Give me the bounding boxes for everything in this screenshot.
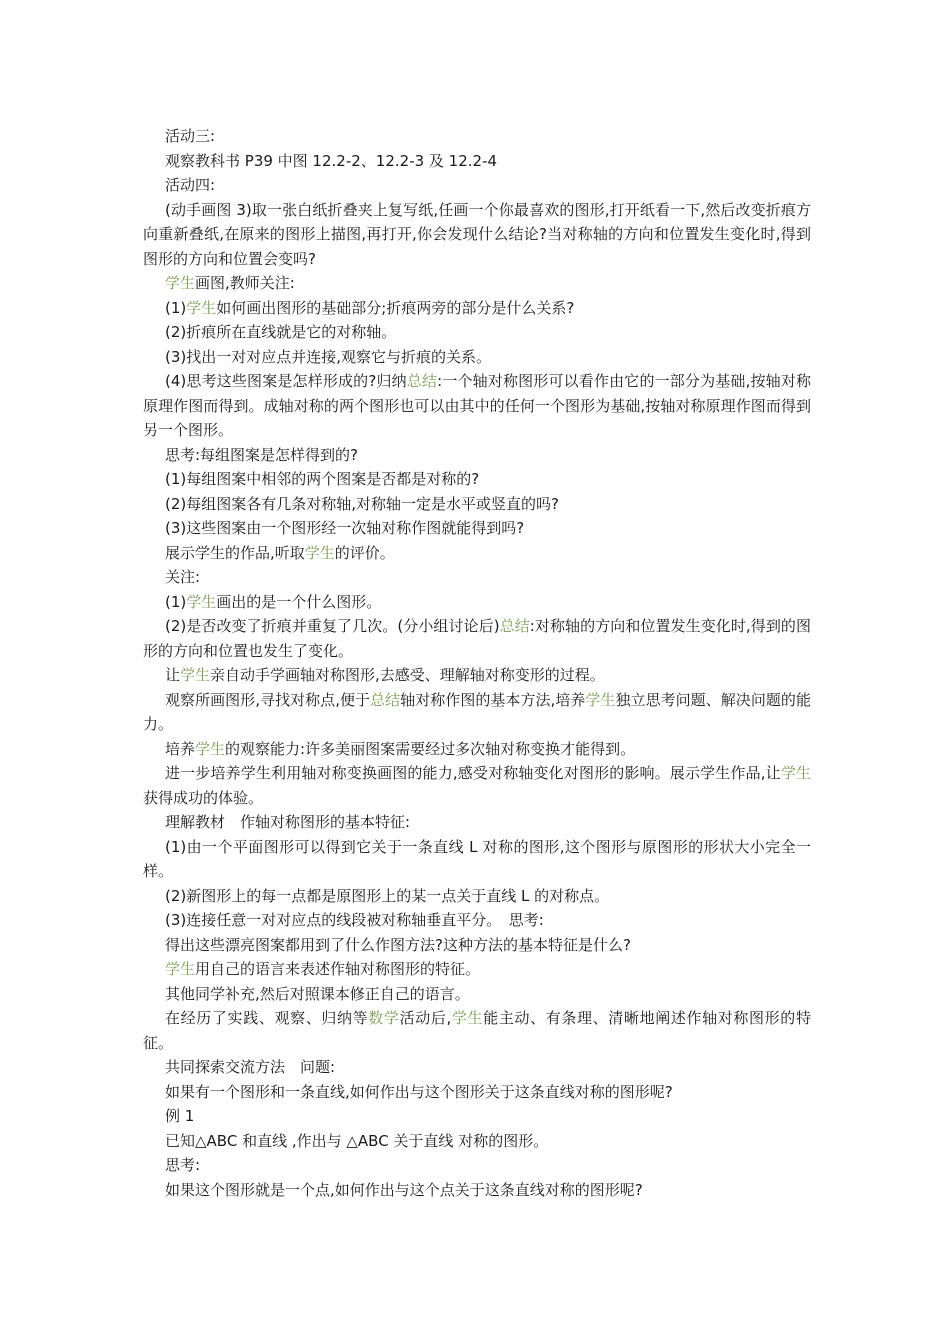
text-run: 亲自动手学画轴对称图形,去感受、理解轴对称变形的过程。 <box>210 666 605 684</box>
paragraph <box>143 149 811 174</box>
highlighted-term: 学生 <box>165 960 196 978</box>
text-run: 活动四: <box>165 176 216 194</box>
highlighted-term: 学生 <box>195 739 226 758</box>
text-run: 在经历了实践、观察、归纳等 <box>165 1009 369 1027</box>
paragraph <box>143 516 811 541</box>
text-run: 共同探索交流方法 问题: <box>165 1058 336 1076</box>
highlighted-term: 学生 <box>186 592 217 611</box>
paragraph <box>143 688 811 737</box>
text-run: (2)每组图案各有几条对称轴,对称轴一定是水平或竖直的吗? <box>165 494 559 513</box>
paragraph <box>143 663 811 688</box>
paragraph <box>143 467 811 492</box>
text-run: 已知△ABC 和直线 ,作出与 △ABC 关于直线 对称的图形。 <box>165 1131 549 1150</box>
paragraph <box>143 1055 811 1080</box>
text-run: (1)由一个平面图形可以得到它关于一条直线 L 对称的图形,这个图形与原图形的形状大小完全一样。 <box>143 837 811 880</box>
paragraph <box>143 443 811 468</box>
text-run: (动手画图 3)取一张白纸折叠夹上复写纸,任画一个你最喜欢的图形,打开纸看一下,然后改变折痕方向重新叠纸,在原来的图形上描图,再打开,你会发现什么结论?当对称轴的方向和位置发生变化时,得到图形的方向和位置会变吗? <box>143 200 811 268</box>
text-run: (1) <box>165 592 187 611</box>
highlighted-term: 学生 <box>451 1009 484 1027</box>
paragraph <box>143 565 811 590</box>
text-run: 关注: <box>165 568 201 586</box>
text-run: (2)新图形上的每一点都是原图形上的某一点关于直线 L 的对称点。 <box>165 886 610 905</box>
highlighted-term: 学生 <box>585 690 616 709</box>
paragraph <box>143 810 811 835</box>
paragraph <box>143 173 811 198</box>
paragraph <box>143 737 811 762</box>
highlighted-term: 学生 <box>304 543 335 562</box>
text-run: (2)是否改变了折痕并重复了几次。(分小组讨论后) <box>165 617 500 635</box>
text-run: 其他同学补充,然后对照课本修正自己的语言。 <box>165 984 470 1003</box>
text-run: 能主动、有条理、清晰地阐述作轴对称图形的特征。 <box>143 1009 811 1052</box>
paragraph <box>143 1104 811 1129</box>
text-run: :对称轴的方向和位置发生变化时,得到的图形的方向和位置也发生了变化。 <box>143 617 811 660</box>
text-run: 让 <box>165 666 181 684</box>
paragraph <box>143 541 811 566</box>
text-run: 思考: <box>165 1156 201 1174</box>
paragraph <box>143 614 811 663</box>
text-run: 活动后, <box>399 1009 452 1027</box>
paragraph <box>143 320 811 345</box>
highlighted-term: 数学 <box>368 1009 400 1027</box>
text-run: (2)折痕所在直线就是它的对称轴。 <box>165 323 397 341</box>
text-run: (3)这些图案由一个图形经一次轴对称作图就能得到吗? <box>165 519 525 537</box>
text-run: 轴对称作图的基本方法,培养 <box>400 690 586 709</box>
paragraph <box>143 492 811 517</box>
document-body <box>143 124 811 1202</box>
text-run: 思考:每组图案是怎样得到的? <box>165 445 359 464</box>
highlighted-term: 总结 <box>499 617 530 635</box>
text-run: 如果有一个图形和一条直线,如何作出与这个图形关于这条直线对称的图形呢? <box>165 1082 673 1101</box>
paragraph <box>143 345 811 370</box>
text-run: (1)每组图案中相邻的两个图案是否都是对称的? <box>165 470 480 488</box>
text-run: 理解教材 作轴对称图形的基本特征: <box>165 813 411 831</box>
text-run: 活动三: <box>165 127 216 145</box>
text-run: 独立思考问题、解决问题的能力。 <box>143 690 811 733</box>
highlighted-term: 学生 <box>180 666 211 684</box>
paragraph <box>143 1178 811 1203</box>
paragraph <box>143 271 811 296</box>
paragraph <box>143 884 811 909</box>
text-run: (4)思考这些图案是怎样形成的?归纳 <box>165 372 407 390</box>
highlighted-term: 总结 <box>370 690 401 709</box>
text-run: 的评价。 <box>334 543 395 562</box>
text-run: (3)找出一对对应点并连接,观察它与折痕的关系。 <box>165 347 492 366</box>
paragraph <box>143 1129 811 1154</box>
paragraph <box>143 835 811 884</box>
text-run: 如何画出图形的基础部分;折痕两旁的部分是什么关系? <box>216 298 575 317</box>
text-run: 培养 <box>165 739 196 758</box>
text-run: 获得成功的体验。 <box>143 788 264 807</box>
text-run: 的观察能力:许多美丽图案需要经过多次轴对称变换才能得到。 <box>225 739 636 758</box>
highlighted-term: 总结 <box>406 372 438 390</box>
paragraph <box>143 761 811 810</box>
highlighted-term: 学生 <box>780 764 811 782</box>
paragraph <box>143 908 811 933</box>
text-run: (3)连接任意一对对应点的线段被对称轴垂直平分。 思考: <box>165 911 544 929</box>
text-run: 进一步培养学生利用轴对称变换画图的能力,感受对称轴变化对图形的影响。展示学生作品,让 <box>165 764 781 782</box>
paragraph <box>143 982 811 1007</box>
text-run: (1) <box>165 298 187 317</box>
text-run: 得出这些漂亮图案都用到了什么作图方法?这种方法的基本特征是什么? <box>165 935 631 954</box>
paragraph <box>143 957 811 982</box>
paragraph <box>143 1080 811 1105</box>
paragraph <box>143 590 811 615</box>
paragraph <box>143 198 811 272</box>
text-run: 用自己的语言来表述作轴对称图形的特征。 <box>195 960 481 978</box>
paragraph <box>143 124 811 149</box>
text-run: 如果这个图形就是一个点,如何作出与这个点关于这条直线对称的图形呢? <box>165 1180 643 1199</box>
text-run: :一个轴对称图形可以看作由它的一部分为基础,按轴对称原理作图而得到。成轴对称的两个图形也可以由其中的任何一个图形为基础,按轴对称原理作图而得到另一个图形。 <box>143 372 811 439</box>
paragraph <box>143 1006 811 1055</box>
paragraph <box>143 296 811 321</box>
text-run: 画出的是一个什么图形。 <box>216 592 382 611</box>
text-run: 画图,教师关注: <box>195 274 295 292</box>
text-run: 观察教科书 P39 中图 12.2-2、12.2-3 及 12.2-4 <box>165 151 498 170</box>
highlighted-term: 学生 <box>165 274 196 292</box>
highlighted-term: 学生 <box>186 298 217 317</box>
text-run: 展示学生的作品,听取 <box>165 543 305 562</box>
text-run: 观察所画图形,寻找对称点,便于 <box>165 690 371 709</box>
paragraph <box>143 1153 811 1178</box>
paragraph <box>143 933 811 958</box>
paragraph <box>143 369 811 443</box>
text-run: 例 1 <box>165 1107 195 1125</box>
